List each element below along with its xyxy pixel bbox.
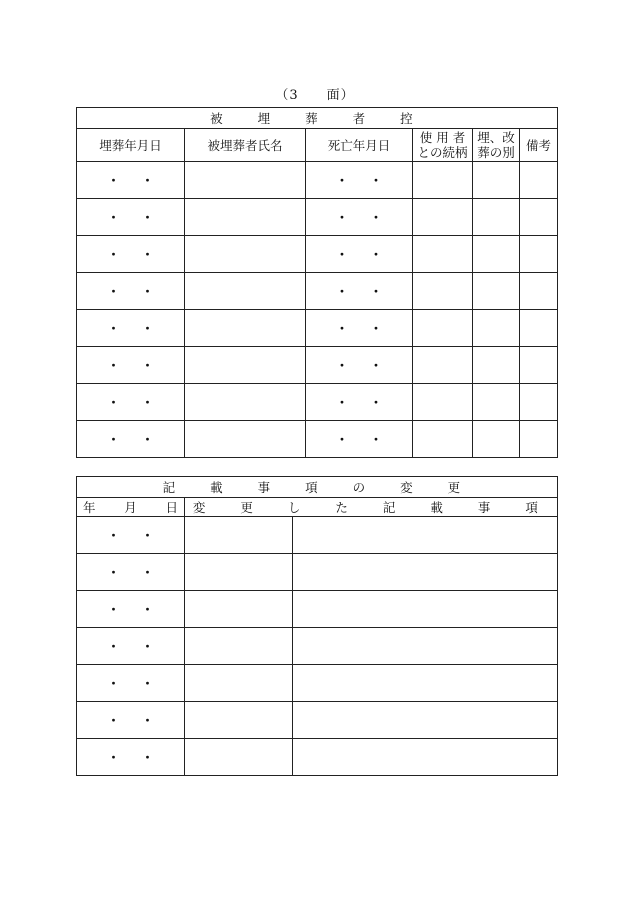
changes-table-row <box>77 665 558 702</box>
changed-content-cell[interactable] <box>293 591 558 628</box>
header-change-date <box>77 498 185 517</box>
deceased-name-cell[interactable] <box>185 384 306 421</box>
date-separator-dot: ・ <box>141 173 154 188</box>
death-date-cell[interactable] <box>306 199 413 236</box>
burial-table-row <box>77 421 558 458</box>
page-label: （3 面） <box>275 88 355 103</box>
burial-type-cell[interactable] <box>473 273 520 310</box>
changes-record-table <box>76 476 558 776</box>
date-separator-dot: ・ <box>107 210 120 225</box>
date-separator-dot: ・ <box>369 173 383 188</box>
date-separator-dot: ・ <box>141 750 154 765</box>
burial-date-cell[interactable] <box>77 162 185 199</box>
relation-cell[interactable] <box>413 273 473 310</box>
notes-cell[interactable] <box>520 162 558 199</box>
changes-table-row <box>77 517 558 554</box>
date-separator-dot: ・ <box>107 321 120 336</box>
burial-table-row <box>77 347 558 384</box>
burial-table-row <box>77 310 558 347</box>
changed-field-cell[interactable] <box>185 517 293 554</box>
changed-field-cell[interactable] <box>185 702 293 739</box>
date-separator-dot: ・ <box>369 432 383 447</box>
burial-date-cell[interactable] <box>77 347 185 384</box>
date-separator-dot: ・ <box>107 284 120 299</box>
date-separator-dot: ・ <box>369 284 383 299</box>
change-date-cell[interactable] <box>77 554 185 591</box>
deceased-name-cell[interactable] <box>185 199 306 236</box>
date-separator-dot: ・ <box>107 602 120 617</box>
deceased-name-cell[interactable] <box>185 236 306 273</box>
relation-cell[interactable] <box>413 421 473 458</box>
date-separator-dot: ・ <box>107 247 120 262</box>
date-separator-dot: ・ <box>141 395 154 410</box>
date-separator-dot: ・ <box>107 173 120 188</box>
changes-table-row <box>77 702 558 739</box>
date-separator-dot: ・ <box>141 676 154 691</box>
burial-date-cell[interactable] <box>77 236 185 273</box>
changes-table-title: 記 載 事 項 の 変 更 <box>77 477 558 498</box>
change-date-cell[interactable] <box>77 517 185 554</box>
notes-cell[interactable] <box>520 421 558 458</box>
burial-date-cell[interactable] <box>77 310 185 347</box>
notes-cell[interactable] <box>520 347 558 384</box>
death-date-cell[interactable] <box>306 236 413 273</box>
date-separator-dot: ・ <box>141 639 154 654</box>
date-separator-dot: ・ <box>369 321 383 336</box>
date-separator-dot: ・ <box>107 750 120 765</box>
date-separator-dot: ・ <box>141 358 154 373</box>
header-burial-type <box>473 129 520 162</box>
change-date-cell[interactable] <box>77 702 185 739</box>
burial-table-title: 被 埋 葬 者 控 <box>77 108 558 129</box>
date-separator-dot: ・ <box>369 358 383 373</box>
relation-cell[interactable] <box>413 199 473 236</box>
notes-cell[interactable] <box>520 199 558 236</box>
changes-table-row <box>77 628 558 665</box>
burial-table-row <box>77 273 558 310</box>
change-date-cell[interactable] <box>77 628 185 665</box>
death-date-cell[interactable] <box>306 162 413 199</box>
date-separator-dot: ・ <box>335 321 349 336</box>
date-separator-dot: ・ <box>107 639 120 654</box>
death-date-cell[interactable] <box>306 421 413 458</box>
burial-type-cell[interactable] <box>473 421 520 458</box>
date-separator-dot: ・ <box>141 602 154 617</box>
changes-table-row <box>77 739 558 776</box>
burial-table-row <box>77 384 558 421</box>
header-month: 月 <box>124 500 137 515</box>
date-separator-dot: ・ <box>141 432 154 447</box>
change-date-cell[interactable] <box>77 665 185 702</box>
date-separator-dot: ・ <box>107 358 120 373</box>
burial-table-row <box>77 199 558 236</box>
burial-table-row <box>77 236 558 273</box>
date-separator-dot: ・ <box>335 284 349 299</box>
header-burial-type-line1: 埋、改 <box>477 130 515 145</box>
date-separator-dot: ・ <box>141 284 154 299</box>
date-separator-dot: ・ <box>107 676 120 691</box>
death-date-cell[interactable] <box>306 347 413 384</box>
changed-content-cell[interactable] <box>293 665 558 702</box>
header-death-date: 死亡年月日 <box>306 129 413 162</box>
date-separator-dot: ・ <box>141 321 154 336</box>
burial-type-cell[interactable] <box>473 384 520 421</box>
burial-type-cell[interactable] <box>473 347 520 384</box>
header-relation-line1: 使 用 者 <box>419 130 466 145</box>
deceased-name-cell[interactable] <box>185 347 306 384</box>
date-separator-dot: ・ <box>141 713 154 728</box>
change-date-cell[interactable] <box>77 739 185 776</box>
burial-table-row <box>77 162 558 199</box>
date-separator-dot: ・ <box>141 565 154 580</box>
header-burial-type-line2: 葬の別 <box>477 145 515 160</box>
changed-field-cell[interactable] <box>185 739 293 776</box>
date-separator-dot: ・ <box>107 395 120 410</box>
header-relation-line2: との続柄 <box>417 145 468 160</box>
date-separator-dot: ・ <box>141 210 154 225</box>
changed-field-cell[interactable] <box>185 591 293 628</box>
changed-content-cell[interactable] <box>293 702 558 739</box>
death-date-cell[interactable] <box>306 384 413 421</box>
date-separator-dot: ・ <box>107 713 120 728</box>
notes-cell[interactable] <box>520 384 558 421</box>
relation-cell[interactable] <box>413 236 473 273</box>
notes-cell[interactable] <box>520 236 558 273</box>
relation-cell[interactable] <box>413 384 473 421</box>
header-year: 年 <box>83 500 96 515</box>
burial-type-cell[interactable] <box>473 162 520 199</box>
changed-field-cell[interactable] <box>185 554 293 591</box>
notes-cell[interactable] <box>520 310 558 347</box>
changes-table-row <box>77 591 558 628</box>
changed-content-cell[interactable] <box>293 628 558 665</box>
date-separator-dot: ・ <box>369 395 383 410</box>
burial-date-cell[interactable] <box>77 273 185 310</box>
changed-content-cell[interactable] <box>293 554 558 591</box>
relation-cell[interactable] <box>413 347 473 384</box>
death-date-cell[interactable] <box>306 273 413 310</box>
changed-field-cell[interactable] <box>185 665 293 702</box>
date-separator-dot: ・ <box>335 210 349 225</box>
burial-type-cell[interactable] <box>473 236 520 273</box>
date-separator-dot: ・ <box>107 565 120 580</box>
header-notes: 備考 <box>520 129 558 162</box>
burial-type-cell[interactable] <box>473 310 520 347</box>
burial-date-cell[interactable] <box>77 199 185 236</box>
date-separator-dot: ・ <box>335 395 349 410</box>
change-date-cell[interactable] <box>77 591 185 628</box>
deceased-name-cell[interactable] <box>185 421 306 458</box>
changed-field-cell[interactable] <box>185 628 293 665</box>
changed-content-cell[interactable] <box>293 739 558 776</box>
date-separator-dot: ・ <box>107 528 120 543</box>
date-separator-dot: ・ <box>335 247 349 262</box>
date-separator-dot: ・ <box>141 247 154 262</box>
header-day: 日 <box>165 500 178 515</box>
header-deceased-name: 被埋葬者氏名 <box>185 129 306 162</box>
date-separator-dot: ・ <box>369 247 383 262</box>
date-separator-dot: ・ <box>335 173 349 188</box>
notes-cell[interactable] <box>520 273 558 310</box>
date-separator-dot: ・ <box>335 432 349 447</box>
changes-table-row <box>77 554 558 591</box>
date-separator-dot: ・ <box>369 210 383 225</box>
header-changed-items: 変 更 し た 記 載 事 項 <box>185 498 558 517</box>
deceased-name-cell[interactable] <box>185 162 306 199</box>
deceased-name-cell[interactable] <box>185 310 306 347</box>
burial-date-cell[interactable] <box>77 421 185 458</box>
burial-date-cell[interactable] <box>77 384 185 421</box>
burial-record-table <box>76 107 558 458</box>
date-separator-dot: ・ <box>335 358 349 373</box>
relation-cell[interactable] <box>413 310 473 347</box>
date-separator-dot: ・ <box>141 528 154 543</box>
header-relation <box>413 129 473 162</box>
deceased-name-cell[interactable] <box>185 273 306 310</box>
header-burial-date: 埋葬年月日 <box>77 129 185 162</box>
changed-content-cell[interactable] <box>293 517 558 554</box>
death-date-cell[interactable] <box>306 310 413 347</box>
relation-cell[interactable] <box>413 162 473 199</box>
burial-type-cell[interactable] <box>473 199 520 236</box>
date-separator-dot: ・ <box>107 432 120 447</box>
